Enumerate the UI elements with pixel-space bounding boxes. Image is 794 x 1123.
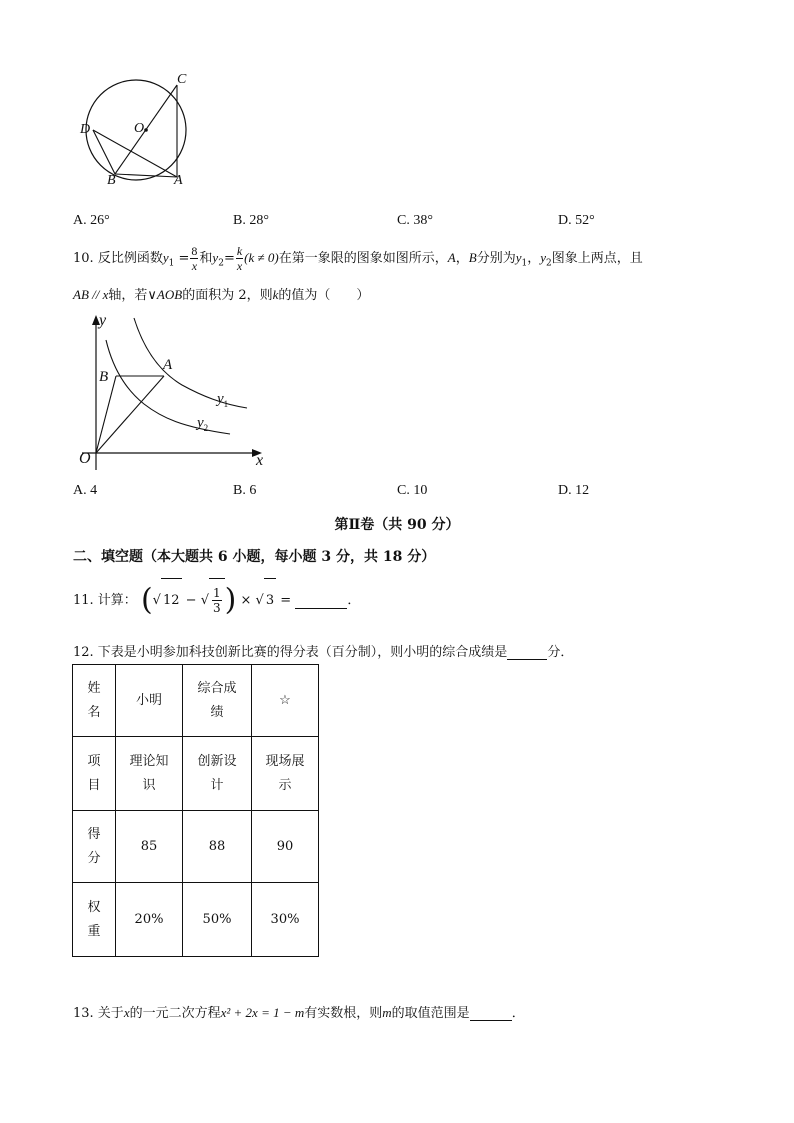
q10-option-a[interactable]: A. 4 [73,483,98,498]
table-cell: 姓 名 [73,665,116,737]
q12-answer-blank[interactable] [507,645,547,660]
q9-option-d[interactable]: D. 52° [558,213,595,228]
table-cell: 综合成 绩 [183,665,252,737]
q10-line-1: 10. 反比例函数$y_1$ = $\frac{8}{x}$ 和$y_2=$ $\frac{k}{x}$ (k ≠ 0)在第一象限的图象如图所示，A，B分别为$y_1$，$y_2$图象上两点，且 [73,244,643,273]
graph-label-y2: $y_2$ [197,415,209,433]
q10-option-c[interactable]: C. 10 [397,483,428,498]
q9-option-b[interactable]: B. 28° [233,213,269,228]
label-O: O [134,121,145,136]
label-B: B [107,173,116,188]
section-heading: 二、填空题（本大题共 6 小题，每小题 3 分，共 18 分） [73,549,436,565]
hyperbola-graph [72,310,272,475]
q11: 11. 计算： (√ 12 − √ $\frac{1}{3}$ ) × √ 3 = ． [73,578,360,622]
circle-figure [80,70,220,195]
table-cell: 项 目 [73,737,116,811]
q13-answer-blank[interactable] [470,1006,512,1021]
table-cell: 创新设 计 [183,737,252,811]
section-title: 第Ⅱ卷（共 90 分） [334,517,460,533]
table-cell: 30% [252,883,319,957]
q10-line-2: AB // x轴，若∨AOB的面积为 2，则k的值为（ ） [73,287,370,303]
q9-option-c[interactable]: C. 38° [397,213,433,228]
graph-label-y1: $y_1$ [217,391,229,409]
label-C: C [177,72,187,87]
graph-label-y: y [99,312,107,329]
label-D: D [80,122,91,137]
table-cell: 权 重 [73,883,116,957]
q13: 13. 关于x的一元二次方程x² + 2x = 1 − m有实数根，则m的取值范围是 ． [73,1005,525,1021]
table-cell: 88 [183,811,252,883]
graph-label-A: A [163,357,173,373]
table-cell: 50% [183,883,252,957]
segment-BA [115,174,177,177]
q11-answer-blank[interactable] [295,592,347,609]
q10-option-d[interactable]: D. 12 [558,483,590,498]
graph-label-O: O [79,450,91,467]
graph-label-B: B [99,369,109,385]
table-cell: 20% [116,883,183,957]
table-cell: 小明 [116,665,183,737]
table-cell: ☆ [252,665,319,737]
q9-option-a[interactable]: A. 26° [73,213,110,228]
q12-question: 12. 下表是小明参加科技创新比赛的得分表（百分制），则小明的综合成绩是 分． [73,645,574,660]
table-cell: 90 [252,811,319,883]
graph-label-x: x [256,452,264,469]
center-point [144,128,148,132]
q10-option-b[interactable]: B. 6 [233,483,257,498]
table-cell: 现场展 示 [252,737,319,811]
curve-y1 [134,318,247,408]
table-cell: 得 分 [73,811,116,883]
label-A: A [174,173,183,188]
table-cell: 85 [116,811,183,883]
score-table [72,664,319,957]
table-cell: 理论知 识 [116,737,183,811]
